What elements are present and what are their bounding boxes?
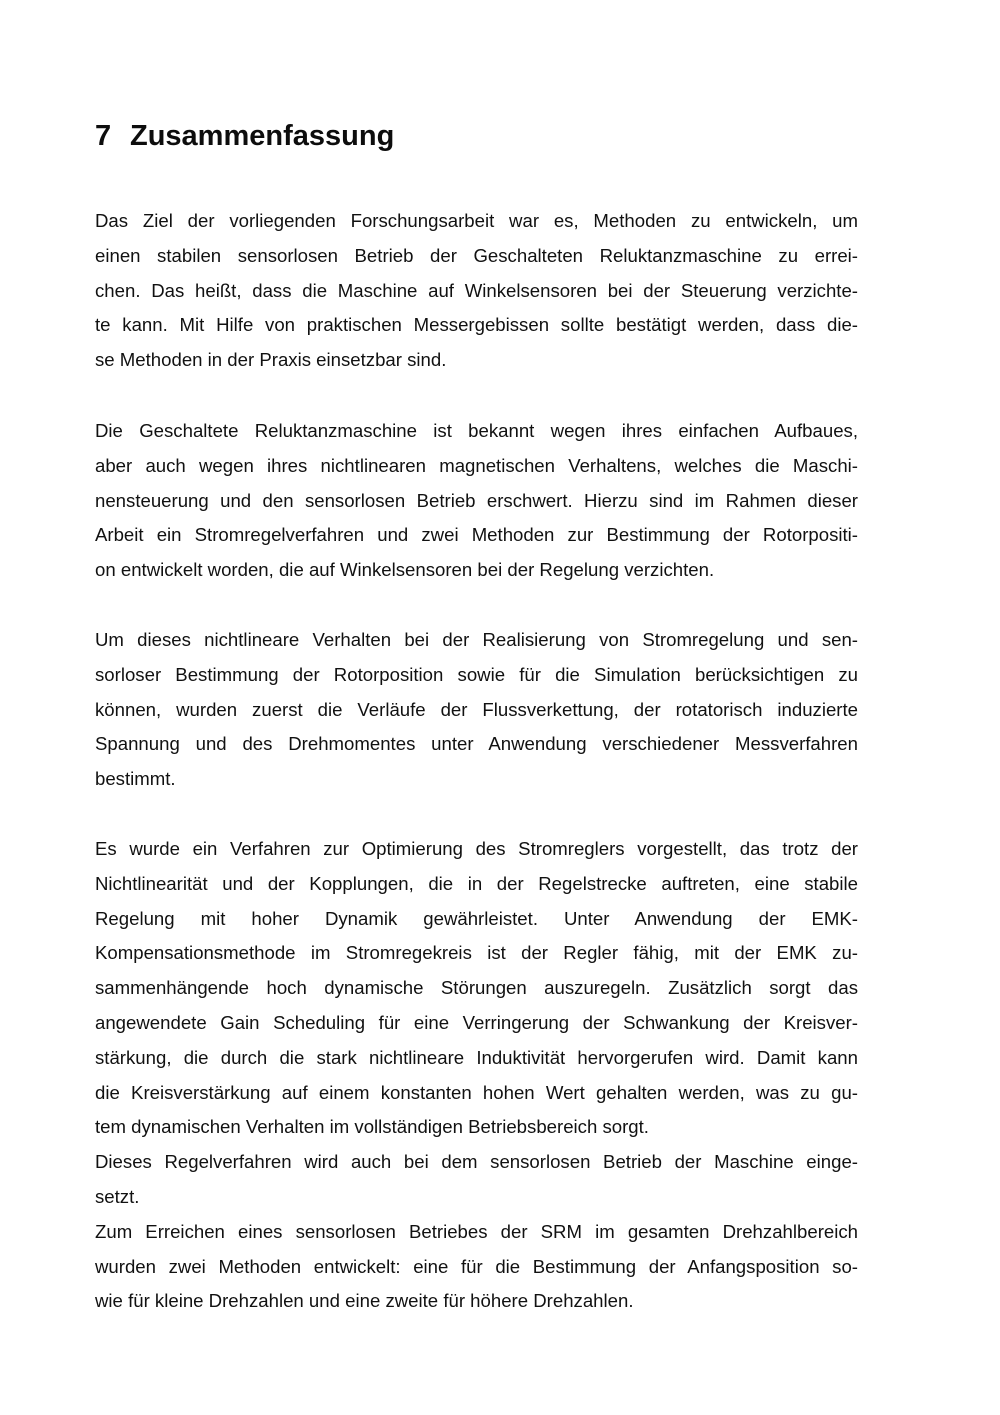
text-line: Die Geschaltete Reluktanzmaschine ist bekannt wegen ihres einfachen Aufbaues,: [95, 420, 858, 441]
text-line: nensteuerung und den sensorlosen Betrieb erschwert. Hierzu sind im Rahmen dieser: [95, 489, 858, 511]
text-line: on entwickelt worden, die auf Winkelsensoren bei der Regelung verzichten.: [95, 559, 715, 581]
text-line: Kompensationsmethode im Stromregekreis ist der Regler fähig, mit der EMK zu-: [95, 942, 858, 964]
text-line: tem dynamischen Verhalten im vollständigen Betriebsbereich sorgt.: [95, 1116, 649, 1138]
text-line: angewendete Gain Scheduling für eine Verringerung der Schwankung der Kreisver-: [95, 1011, 858, 1033]
paragraph-machine-description: [95, 414, 858, 588]
text-line: Zum Erreichen eines sensorlosen Betriebes der SRM im gesamten Drehzahlbereich: [95, 1220, 858, 1242]
paragraph-research-goal: [95, 204, 858, 378]
text-line: chen. Das heißt, dass die Maschine auf Winkelsensoren bei der Steuerung verzichte-: [95, 279, 858, 301]
text-line: bestimmt.: [95, 768, 176, 790]
text-line: setzt.: [95, 1185, 140, 1207]
text-line: aber auch wegen ihres nichtlinearen magnetischen Verhaltens, welches die Maschi-: [95, 454, 858, 476]
chapter-number: 7: [95, 120, 112, 152]
chapter-title: Zusammenfassung: [130, 120, 395, 152]
text-line: stärkung, die durch die stark nichtlineare Induktivität hervorgerufen wird. Damit kann: [95, 1046, 858, 1068]
text-line: wurden zwei Methoden entwickelt: eine für die Bestimmung der Anfangsposition so-: [95, 1255, 858, 1277]
paragraph-nonlinear-behavior: [95, 623, 858, 797]
text-line: können, wurden zuerst die Verläufe der Flussverkettung, der rotatorisch induzierte: [95, 698, 858, 720]
text-line: Spannung und des Drehmomentes unter Anwendung verschiedener Messverfahren: [95, 733, 858, 755]
text-line: sorloser Bestimmung der Rotorposition sowie für die Simulation berücksichtigen zu: [95, 663, 858, 685]
text-line: die Kreisverstärkung auf einem konstanten hohen Wert gehalten werden, was zu gu-: [95, 1081, 858, 1103]
chapter-heading: [95, 116, 394, 156]
text-line: se Methoden in der Praxis einsetzbar sind.: [95, 349, 447, 371]
text-line: wie für kleine Drehzahlen und eine zweite für höhere Drehzahlen.: [95, 1290, 634, 1312]
text-line: Es wurde ein Verfahren zur Optimierung des Stromreglers vorgestellt, das trotz der: [95, 838, 858, 859]
text-line: sammenhängende hoch dynamische Störungen auszuregeln. Zusätzlich sorgt das: [95, 977, 858, 999]
text-line: Um dieses nichtlineare Verhalten bei der Realisierung von Stromregelung und sen-: [95, 629, 858, 650]
text-line: Dieses Regelverfahren wird auch bei dem sensorlosen Betrieb der Maschine einge-: [95, 1151, 858, 1173]
text-line: Regelung mit hoher Dynamik gewährleistet. Unter Anwendung der EMK-: [95, 907, 858, 929]
text-line: Nichtlinearität und der Kopplungen, die in der Regelstrecke auftreten, eine stabile: [95, 872, 858, 894]
paragraph-current-control: [95, 832, 858, 1319]
text-line: einen stabilen sensorlosen Betrieb der Geschalteten Reluktanzmaschine zu errei-: [95, 244, 858, 266]
text-line: te kann. Mit Hilfe von praktischen Messergebissen sollte bestätigt werden, dass die-: [95, 314, 858, 336]
text-line: Das Ziel der vorliegenden Forschungsarbeit war es, Methoden zu entwickeln, um: [95, 210, 858, 231]
text-line: Arbeit ein Stromregelverfahren und zwei Methoden zur Bestimmung der Rotorpositi-: [95, 524, 858, 546]
